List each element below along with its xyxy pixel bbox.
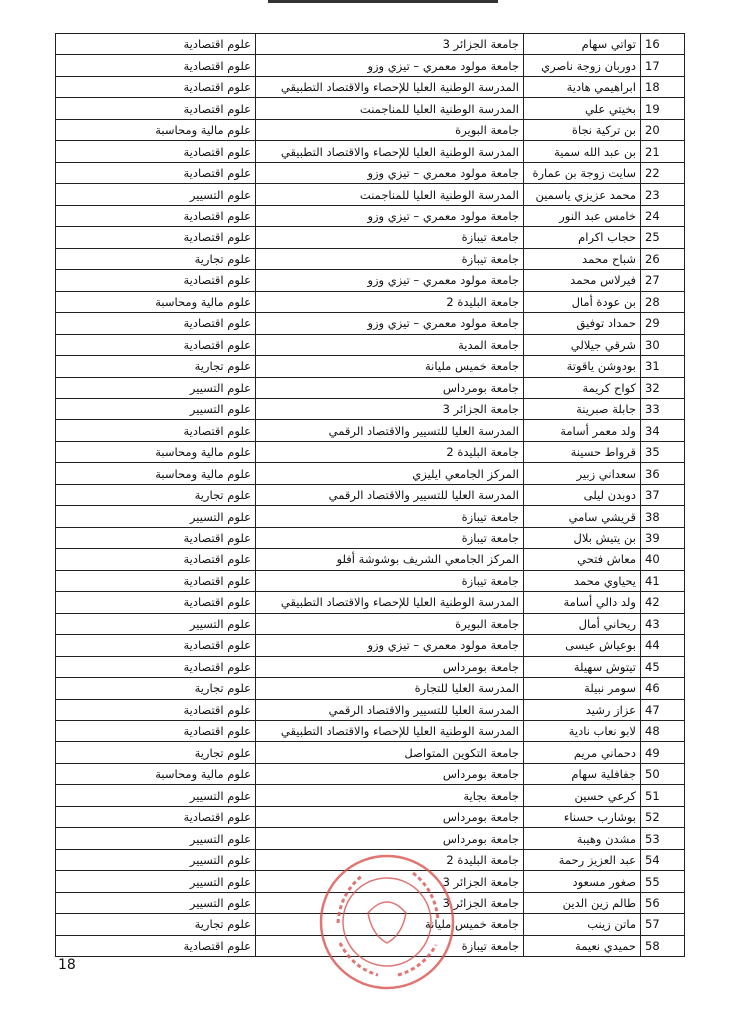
cell-university: المدرسة الوطنية العليا للإحصاء والاقتصاد التطبيقي <box>256 76 524 97</box>
cell-name: ولد دالي أسامة <box>524 592 641 613</box>
cell-number: 52 <box>641 806 685 827</box>
cell-university: جامعة تيبازة <box>256 227 524 248</box>
table-row <box>56 205 685 226</box>
table-row <box>56 34 685 55</box>
cell-specialty: علوم تجارية <box>56 356 256 377</box>
cell-name: دوبدن ليلى <box>524 484 641 505</box>
cell-university: جامعة التكوين المتواصل <box>256 742 524 763</box>
cell-name: حمداد توفيق <box>524 313 641 334</box>
cell-number: 50 <box>641 763 685 784</box>
table-row <box>56 678 685 699</box>
cell-number: 20 <box>641 119 685 140</box>
cell-specialty: علوم اقتصادية <box>56 527 256 548</box>
cell-number: 27 <box>641 270 685 291</box>
cell-number: 25 <box>641 227 685 248</box>
cell-name: جابلة صبرينة <box>524 398 641 419</box>
stamp-inner-ring <box>343 878 431 966</box>
cell-name: بن يتيش بلال <box>524 527 641 548</box>
cell-number: 18 <box>641 76 685 97</box>
cell-number: 42 <box>641 592 685 613</box>
table-row <box>56 334 685 355</box>
cell-number: 23 <box>641 184 685 205</box>
cell-number: 32 <box>641 377 685 398</box>
cell-specialty: علوم تجارية <box>56 484 256 505</box>
cell-name: قرواط حسينة <box>524 441 641 462</box>
cell-specialty: علوم التسيير <box>56 871 256 892</box>
cell-name: جفافلية سهام <box>524 763 641 784</box>
cell-specialty: علوم اقتصادية <box>56 227 256 248</box>
cell-specialty: علوم اقتصادية <box>56 141 256 162</box>
cell-specialty: علوم اقتصادية <box>56 205 256 226</box>
cell-name: ريحاني أمال <box>524 613 641 634</box>
table-row <box>56 356 685 377</box>
cell-university: المدرسة الوطنية العليا للإحصاء والاقتصاد التطبيقي <box>256 721 524 742</box>
cell-specialty: علوم مالية ومحاسبة <box>56 463 256 484</box>
table-row <box>56 763 685 784</box>
table-row <box>56 592 685 613</box>
table-body <box>56 34 685 957</box>
cell-university: المدرسة الوطنية العليا للمناجمنت <box>256 98 524 119</box>
table-row <box>56 398 685 419</box>
cell-university: جامعة البويرة <box>256 119 524 140</box>
cell-number: 19 <box>641 98 685 119</box>
cell-name: ابراهيمي هادية <box>524 76 641 97</box>
cell-specialty: علوم التسيير <box>56 398 256 419</box>
stamp-emblem <box>368 902 406 943</box>
cell-specialty: علوم اقتصادية <box>56 76 256 97</box>
table-row <box>56 420 685 441</box>
cell-university: المدرسة الوطنية العليا للإحصاء والاقتصاد التطبيقي <box>256 141 524 162</box>
table-row <box>56 76 685 97</box>
cell-university: جامعة مولود معمري – تيزي وزو <box>256 205 524 226</box>
cell-university: جامعة مولود معمري – تيزي وزو <box>256 313 524 334</box>
cell-university: المركز الجامعي الشريف بوشوشة أفلو <box>256 549 524 570</box>
cell-specialty: علوم اقتصادية <box>56 721 256 742</box>
cell-name: خامس عبد النور <box>524 205 641 226</box>
cell-number: 30 <box>641 334 685 355</box>
cell-name: كواح كريمة <box>524 377 641 398</box>
cell-university: جامعة بومرداس <box>256 656 524 677</box>
table-row <box>56 656 685 677</box>
cell-number: 54 <box>641 849 685 870</box>
cell-name: محمد عزيزي ياسمين <box>524 184 641 205</box>
cell-number: 33 <box>641 398 685 419</box>
cell-university: جامعة مولود معمري – تيزي وزو <box>256 55 524 76</box>
cell-number: 53 <box>641 828 685 849</box>
cell-number: 55 <box>641 871 685 892</box>
table-row <box>56 828 685 849</box>
cell-university: جامعة خميس مليانة <box>256 356 524 377</box>
cell-name: سومر نبيلة <box>524 678 641 699</box>
cell-specialty: علوم التسيير <box>56 506 256 527</box>
cell-university: المدرسة الوطنية العليا للإحصاء والاقتصاد التطبيقي <box>256 592 524 613</box>
table-row <box>56 806 685 827</box>
cell-number: 21 <box>641 141 685 162</box>
cell-university: جامعة تيبازة <box>256 527 524 548</box>
page-number: 18 <box>58 957 76 973</box>
cell-number: 36 <box>641 463 685 484</box>
cell-name: سايت زوجة بن عمارة <box>524 162 641 183</box>
cell-university: جامعة مولود معمري – تيزي وزو <box>256 270 524 291</box>
cell-name: عزاز رشيد <box>524 699 641 720</box>
cell-name: ولد معمر أسامة <box>524 420 641 441</box>
cell-specialty: علوم التسيير <box>56 849 256 870</box>
cell-name: دوربان زوجة ناصري <box>524 55 641 76</box>
cell-specialty: علوم اقتصادية <box>56 806 256 827</box>
cell-university: جامعة تيبازة <box>256 506 524 527</box>
cell-name: كرعي حسين <box>524 785 641 806</box>
cell-number: 17 <box>641 55 685 76</box>
table-row <box>56 441 685 462</box>
cell-university: جامعة الجزائر 3 <box>256 398 524 419</box>
cell-number: 40 <box>641 549 685 570</box>
cell-name: لابو نعاب نادية <box>524 721 641 742</box>
cell-number: 35 <box>641 441 685 462</box>
cell-university: جامعة بومرداس <box>256 377 524 398</box>
cell-university: جامعة تيبازة <box>256 570 524 591</box>
table-row <box>56 227 685 248</box>
table-row <box>56 785 685 806</box>
cell-number: 24 <box>641 205 685 226</box>
cell-name: بودوشن ياقوتة <box>524 356 641 377</box>
cell-name: مشدن وهيبة <box>524 828 641 849</box>
cell-university: جامعة تيبازة <box>256 935 524 956</box>
cell-name: عبد العزيز رحمة <box>524 849 641 870</box>
cell-university: جامعة الجزائر 3 <box>256 871 524 892</box>
cell-specialty: علوم اقتصادية <box>56 334 256 355</box>
cell-specialty: علوم تجارية <box>56 248 256 269</box>
table-row <box>56 248 685 269</box>
cell-university: جامعة الجزائر 3 <box>256 892 524 913</box>
table-row <box>56 549 685 570</box>
table-row <box>56 162 685 183</box>
cell-number: 45 <box>641 656 685 677</box>
cell-number: 29 <box>641 313 685 334</box>
cell-number: 28 <box>641 291 685 312</box>
cell-number: 46 <box>641 678 685 699</box>
table-row <box>56 570 685 591</box>
cell-number: 56 <box>641 892 685 913</box>
cell-specialty: علوم اقتصادية <box>56 420 256 441</box>
cell-specialty: علوم التسيير <box>56 785 256 806</box>
cell-university: جامعة البليدة 2 <box>256 441 524 462</box>
cell-university: جامعة بومرداس <box>256 806 524 827</box>
cell-specialty: علوم اقتصادية <box>56 656 256 677</box>
cell-name: قريشي سامي <box>524 506 641 527</box>
cell-university: جامعة بومرداس <box>256 763 524 784</box>
cell-name: بن تركية نجاة <box>524 119 641 140</box>
cell-name: تواتي سهام <box>524 34 641 55</box>
cell-name: دحماني مريم <box>524 742 641 763</box>
cell-number: 39 <box>641 527 685 548</box>
table-row <box>56 699 685 720</box>
cell-specialty: علوم اقتصادية <box>56 635 256 656</box>
cell-specialty: علوم تجارية <box>56 914 256 935</box>
cell-university: جامعة البليدة 2 <box>256 849 524 870</box>
cell-specialty: علوم التسيير <box>56 828 256 849</box>
cell-name: طالم زين الدين <box>524 892 641 913</box>
cell-specialty: علوم التسيير <box>56 613 256 634</box>
cell-specialty: علوم اقتصادية <box>56 34 256 55</box>
cell-specialty: علوم اقتصادية <box>56 270 256 291</box>
cell-number: 43 <box>641 613 685 634</box>
cell-specialty: علوم اقتصادية <box>56 935 256 956</box>
table-row <box>56 291 685 312</box>
cell-name: شباح محمد <box>524 248 641 269</box>
cell-university: المدرسة العليا للتجارة <box>256 678 524 699</box>
table-row <box>56 721 685 742</box>
table-row <box>56 463 685 484</box>
cell-university: جامعة الجزائر 3 <box>256 34 524 55</box>
cell-number: 58 <box>641 935 685 956</box>
cell-name: حميدي نعيمة <box>524 935 641 956</box>
cell-number: 16 <box>641 34 685 55</box>
cell-specialty: علوم مالية ومحاسبة <box>56 119 256 140</box>
cell-number: 57 <box>641 914 685 935</box>
cell-specialty: علوم التسيير <box>56 892 256 913</box>
stamp-text-scribble <box>338 873 438 975</box>
candidates-table <box>55 33 685 957</box>
cell-specialty: علوم تجارية <box>56 678 256 699</box>
cell-number: 34 <box>641 420 685 441</box>
cell-number: 51 <box>641 785 685 806</box>
cell-specialty: علوم التسيير <box>56 377 256 398</box>
cell-number: 38 <box>641 506 685 527</box>
cell-specialty: علوم اقتصادية <box>56 313 256 334</box>
table-row <box>56 270 685 291</box>
cell-university: جامعة البليدة 2 <box>256 291 524 312</box>
table-row <box>56 506 685 527</box>
cell-number: 22 <box>641 162 685 183</box>
cell-number: 48 <box>641 721 685 742</box>
table-row <box>56 377 685 398</box>
cell-university: جامعة بجاية <box>256 785 524 806</box>
cell-name: بن عبد الله سمية <box>524 141 641 162</box>
cell-university: جامعة مولود معمري – تيزي وزو <box>256 635 524 656</box>
table-row <box>56 742 685 763</box>
cell-number: 26 <box>641 248 685 269</box>
cell-number: 31 <box>641 356 685 377</box>
cell-number: 44 <box>641 635 685 656</box>
cell-name: صغور مسعود <box>524 871 641 892</box>
cell-name: شرقي جيلالي <box>524 334 641 355</box>
stamp-outer-ring <box>321 856 453 988</box>
table-row <box>56 55 685 76</box>
table-row <box>56 635 685 656</box>
cell-specialty: علوم مالية ومحاسبة <box>56 763 256 784</box>
cell-specialty: علوم اقتصادية <box>56 162 256 183</box>
table-row <box>56 527 685 548</box>
cell-specialty: علوم تجارية <box>56 742 256 763</box>
table-row <box>56 184 685 205</box>
official-stamp-icon <box>318 853 456 991</box>
cell-specialty: علوم مالية ومحاسبة <box>56 441 256 462</box>
cell-name: يحياوي محمد <box>524 570 641 591</box>
cell-name: بن عودة أمال <box>524 291 641 312</box>
cell-name: ماتن زينب <box>524 914 641 935</box>
cell-name: حجاب اكرام <box>524 227 641 248</box>
cell-specialty: علوم التسيير <box>56 184 256 205</box>
cell-number: 37 <box>641 484 685 505</box>
cell-number: 49 <box>641 742 685 763</box>
table-row <box>56 98 685 119</box>
cell-university: المدرسة العليا للتسيير والاقتصاد الرقمي <box>256 420 524 441</box>
cell-specialty: علوم اقتصادية <box>56 55 256 76</box>
cell-name: بوشارب حسناء <box>524 806 641 827</box>
cell-name: فيرلاس محمد <box>524 270 641 291</box>
cell-name: بوعياش عيسى <box>524 635 641 656</box>
cell-name: معاش فتحي <box>524 549 641 570</box>
table-row <box>56 613 685 634</box>
cell-specialty: علوم اقتصادية <box>56 98 256 119</box>
cell-number: 47 <box>641 699 685 720</box>
cell-university: جامعة تيبازة <box>256 248 524 269</box>
cell-university: جامعة بومرداس <box>256 828 524 849</box>
cell-university: جامعة مولود معمري – تيزي وزو <box>256 162 524 183</box>
cell-name: بخيتي علي <box>524 98 641 119</box>
cell-university: جامعة البويرة <box>256 613 524 634</box>
cell-specialty: علوم اقتصادية <box>56 570 256 591</box>
cell-university: جامعة المدية <box>256 334 524 355</box>
cell-specialty: علوم مالية ومحاسبة <box>56 291 256 312</box>
table-row <box>56 313 685 334</box>
cell-name: تيتوش سهيلة <box>524 656 641 677</box>
cell-specialty: علوم اقتصادية <box>56 549 256 570</box>
cell-university: المدرسة الوطنية العليا للمناجمنت <box>256 184 524 205</box>
cell-university: جامعة خميس مليانة <box>256 914 524 935</box>
cell-university: المركز الجامعي ايليزي <box>256 463 524 484</box>
table-row <box>56 119 685 140</box>
cell-specialty: علوم اقتصادية <box>56 699 256 720</box>
table-row <box>56 484 685 505</box>
cell-specialty: علوم اقتصادية <box>56 592 256 613</box>
cell-name: سعداني زبير <box>524 463 641 484</box>
cell-university: المدرسة العليا للتسيير والاقتصاد الرقمي <box>256 699 524 720</box>
cell-number: 41 <box>641 570 685 591</box>
cell-university: المدرسة العليا للتسيير والاقتصاد الرقمي <box>256 484 524 505</box>
table-row <box>56 141 685 162</box>
top-rule <box>268 0 498 3</box>
